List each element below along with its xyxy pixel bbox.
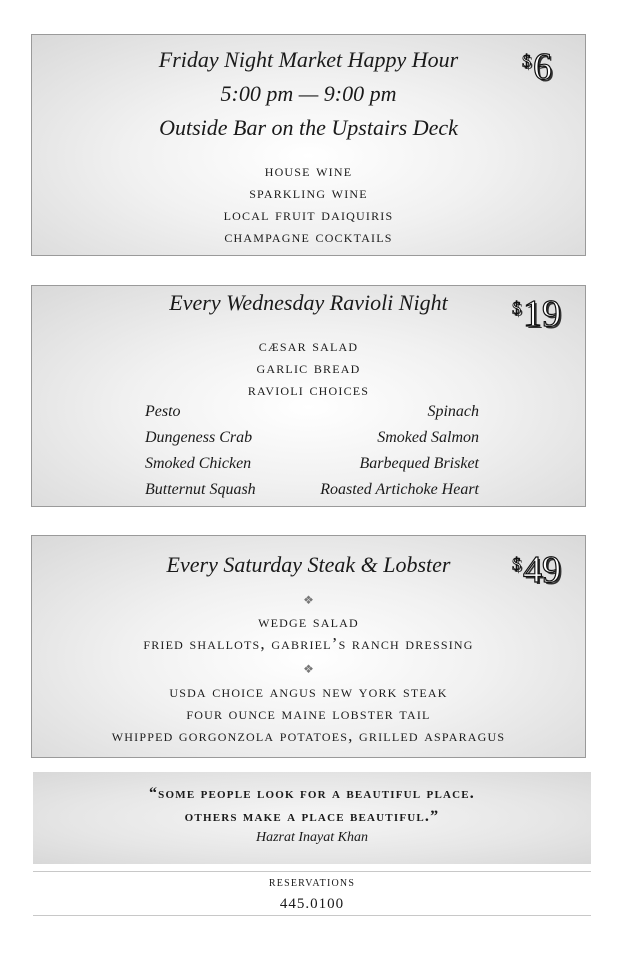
ornament-icon: ❖ — [303, 662, 314, 676]
steak-price — [512, 548, 561, 592]
ravioli-title: Every Wednesday Ravioli Night — [169, 290, 448, 315]
price-amount: 6 — [533, 46, 552, 88]
steak-item: four ounce maine lobster tail — [186, 704, 431, 723]
ravioli-choice: Pesto — [145, 403, 181, 420]
ravioli-item: garlic bread — [256, 358, 361, 377]
ravioli-choice: Smoked Salmon — [377, 429, 479, 446]
quote-band — [33, 772, 591, 864]
steak-item: whipped gorgonzola potatoes, grilled asparagus — [111, 726, 506, 745]
quote-line: “some people look for a beautiful place. — [148, 785, 476, 802]
happy-hour-title: Friday Night Market Happy Hour — [158, 47, 459, 72]
ravioli-choice: Smoked Chicken — [145, 455, 252, 472]
ravioli-choice: Dungeness Crab — [145, 429, 253, 446]
happy-hour-time: 5:00 pm — 9:00 pm — [220, 81, 397, 106]
steak-panel — [31, 535, 586, 758]
reservations — [33, 874, 591, 914]
ravioli-choice: Butternut Squash — [145, 481, 256, 498]
ravioli-price — [512, 292, 561, 336]
reservations-label: reservations — [268, 875, 356, 890]
divider — [33, 915, 591, 916]
reservations-phone[interactable]: 445.0100 — [279, 896, 345, 912]
happy-hour-price — [522, 45, 552, 89]
steak-title: Every Saturday Steak & Lobster — [166, 552, 451, 577]
price-currency-symbol: $ — [522, 51, 531, 71]
ornament-icon: ❖ — [303, 593, 314, 607]
happy-hour-item: champagne cocktails — [224, 227, 393, 246]
happy-hour-item: local fruit daiquiris — [223, 205, 394, 224]
ravioli-panel — [31, 285, 586, 507]
ravioli-choice: Barbequed Brisket — [359, 455, 479, 472]
happy-hour-panel — [31, 34, 586, 256]
price-currency-symbol: $ — [512, 554, 521, 574]
happy-hour-item: house wine — [264, 161, 353, 180]
happy-hour-location: Outside Bar on the Upstairs Deck — [159, 115, 458, 140]
steak-item: usda choice angus new york steak — [169, 682, 448, 701]
ravioli-choice: Roasted Artichoke Heart — [320, 481, 479, 498]
happy-hour-item: sparkling wine — [249, 183, 368, 202]
ravioli-item: ravioli choices — [247, 380, 370, 399]
ravioli-item: cæsar salad — [258, 336, 359, 355]
steak-item: wedge salad — [258, 612, 359, 631]
quote-line: others make a place beautiful.” — [184, 808, 440, 825]
steak-item: fried shallots, gabriel’s ranch dressing — [143, 634, 474, 653]
price-currency-symbol: $ — [512, 298, 521, 318]
divider — [33, 871, 591, 872]
price-amount: 19 — [523, 293, 561, 335]
ravioli-choice: Spinach — [427, 403, 479, 420]
quote-author: Hazrat Inayat Khan — [256, 830, 368, 845]
price-amount: 49 — [523, 549, 561, 591]
